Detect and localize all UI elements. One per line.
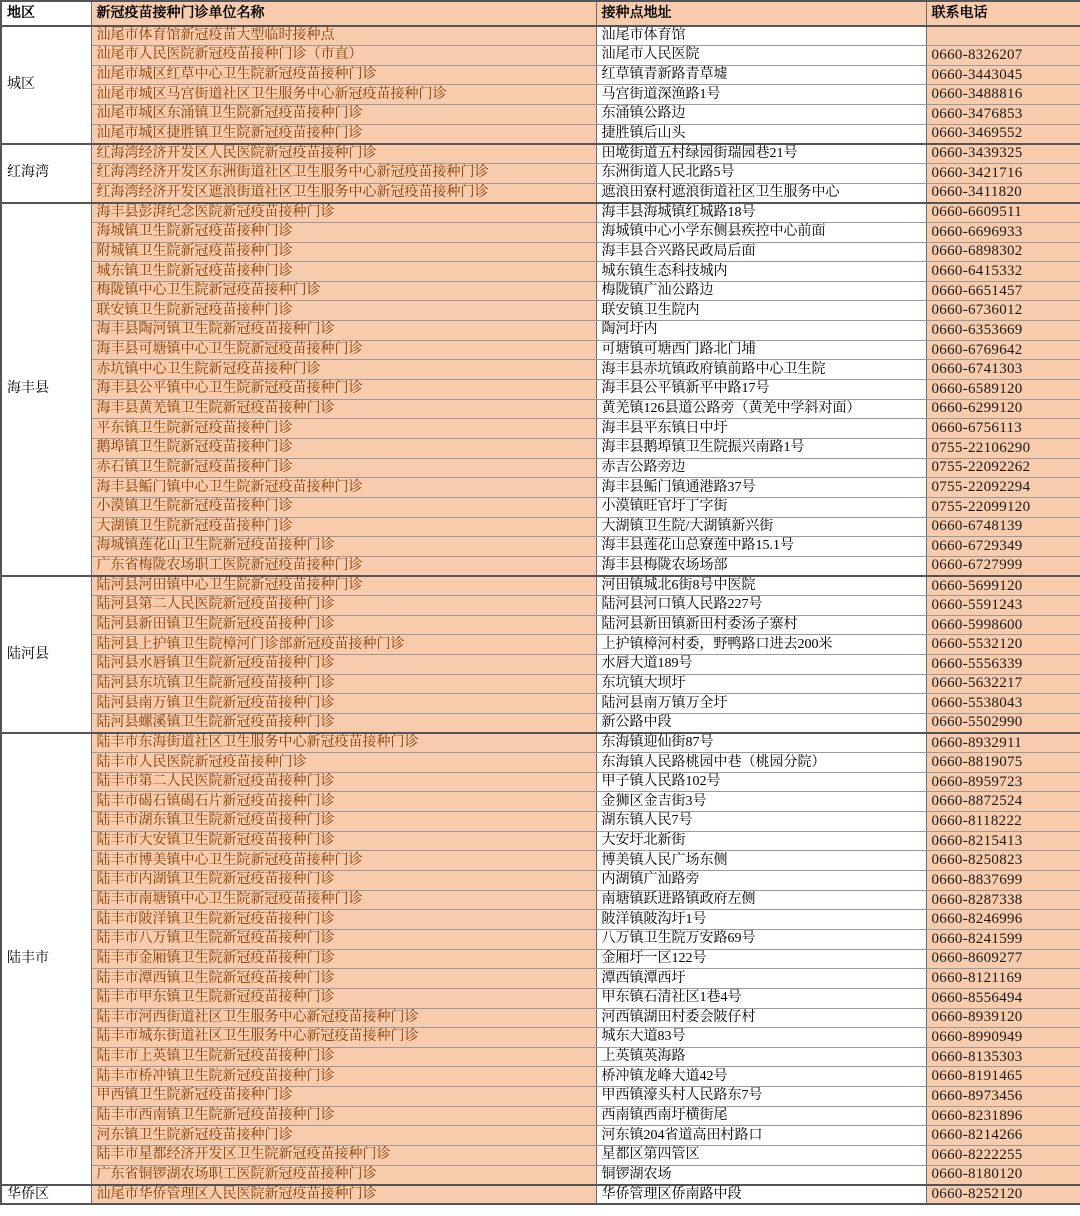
clinic-name-cell: 陆丰市湖东镇卫生院新冠疫苗接种门诊 [91, 812, 596, 832]
address-cell: 海丰县赤坑镇政府镇前路中心卫生院 [596, 360, 926, 380]
table-row [1, 1126, 1080, 1146]
address-cell: 联安镇卫生院内 [596, 301, 926, 321]
clinic-name-cell: 陆丰市桥冲镇卫生院新冠疫苗接种门诊 [91, 1067, 596, 1087]
phone-cell: 0660-8837699 [926, 871, 1080, 891]
table-row [1, 851, 1080, 871]
table-row [1, 772, 1080, 792]
clinic-name-cell: 陆丰市东海街道社区卫生服务中心新冠疫苗接种门诊 [91, 733, 596, 753]
address-cell: 河田镇城北6街8号中医院 [596, 576, 926, 596]
table-row [1, 419, 1080, 439]
phone-cell: 0660-8250823 [926, 851, 1080, 871]
region-cell: 海丰县 [1, 203, 91, 576]
table-row [1, 969, 1080, 989]
address-cell: 新公路中段 [596, 713, 926, 733]
phone-cell: 0660-5532120 [926, 635, 1080, 655]
phone-cell: 0660-5591243 [926, 596, 1080, 616]
phone-cell: 0660-8222255 [926, 1146, 1080, 1166]
phone-cell: 0660-8135303 [926, 1047, 1080, 1067]
phone-cell: 0660-8939120 [926, 1008, 1080, 1028]
clinic-name-cell: 附城镇卫生院新冠疫苗接种门诊 [91, 242, 596, 262]
clinic-name-cell: 汕尾市华侨管理区人民医院新冠疫苗接种门诊 [91, 1185, 596, 1205]
address-cell: 西南镇西南圩横街尾 [596, 1106, 926, 1126]
address-cell: 海城镇中心小学东侧县疾控中心前面 [596, 222, 926, 242]
phone-cell: 0660-3488816 [926, 85, 1080, 105]
address-cell: 八万镇卫生院万安路69号 [596, 929, 926, 949]
address-cell: 海丰县鲘门镇通港路37号 [596, 478, 926, 498]
phone-cell: 0660-6353669 [926, 321, 1080, 341]
table-row [1, 1067, 1080, 1087]
phone-cell: 0660-5632217 [926, 674, 1080, 694]
clinic-name-cell: 陆丰市潭西镇卫生院新冠疫苗接种门诊 [91, 969, 596, 989]
phone-cell: 0660-6729349 [926, 537, 1080, 557]
table-row [1, 438, 1080, 458]
clinic-name-cell: 赤坑镇中心卫生院新冠疫苗接种门诊 [91, 360, 596, 380]
phone-cell: 0660-6609511 [926, 203, 1080, 223]
clinic-name-cell: 汕尾市城区红草中心卫生院新冠疫苗接种门诊 [91, 65, 596, 85]
phone-cell: 0660-8215413 [926, 831, 1080, 851]
address-cell: 陆河县南万镇万全圩 [596, 694, 926, 714]
address-cell: 甲东镇石清社区1巷4号 [596, 988, 926, 1008]
clinic-name-cell: 大湖镇卫生院新冠疫苗接种门诊 [91, 517, 596, 537]
clinic-name-cell: 陆丰市南塘镇中心卫生院新冠疫苗接种门诊 [91, 890, 596, 910]
clinic-name-cell: 陆河县新田镇卫生院新冠疫苗接种门诊 [91, 615, 596, 635]
clinic-name-cell: 海城镇莲花山卫生院新冠疫苗接种门诊 [91, 537, 596, 557]
clinic-name-cell: 汕尾市体育馆新冠疫苗大型临时接种点 [91, 26, 596, 46]
table-row [1, 321, 1080, 341]
phone-cell: 0660-6727999 [926, 556, 1080, 576]
region-cell: 陆丰市 [1, 733, 91, 1185]
address-cell: 桥冲镇龙峰大道42号 [596, 1067, 926, 1087]
phone-cell: 0660-8241599 [926, 929, 1080, 949]
clinic-name-cell: 海丰县鲘门镇中心卫生院新冠疫苗接种门诊 [91, 478, 596, 498]
address-cell: 湖东镇人民7号 [596, 812, 926, 832]
phone-cell: 0660-6756113 [926, 419, 1080, 439]
table-row [1, 1106, 1080, 1126]
table-row [1, 203, 1080, 223]
address-cell: 博美镇人民广场东侧 [596, 851, 926, 871]
phone-cell: 0660-6299120 [926, 399, 1080, 419]
clinic-name-cell: 汕尾市城区马宫街道社区卫生服务中心新冠疫苗接种门诊 [91, 85, 596, 105]
table-row [1, 674, 1080, 694]
table-row [1, 556, 1080, 576]
phone-cell: 0660-8287338 [926, 890, 1080, 910]
address-cell: 海丰县梅陇农场场部 [596, 556, 926, 576]
phone-cell: 0660-5502990 [926, 713, 1080, 733]
table-row [1, 753, 1080, 773]
phone-cell: 0660-5538043 [926, 694, 1080, 714]
phone-cell: 0755-22092294 [926, 478, 1080, 498]
address-cell: 海丰县合兴路民政局后面 [596, 242, 926, 262]
phone-cell: 0660-8118222 [926, 812, 1080, 832]
address-cell: 东涌镇公路边 [596, 105, 926, 125]
phone-cell: 0660-8819075 [926, 753, 1080, 773]
table-row [1, 635, 1080, 655]
clinic-name-cell: 陆河县水唇镇卫生院新冠疫苗接种门诊 [91, 655, 596, 675]
address-cell: 马宫街道深渔路1号 [596, 85, 926, 105]
clinic-name-cell: 海城镇卫生院新冠疫苗接种门诊 [91, 222, 596, 242]
table-row [1, 144, 1080, 164]
address-cell: 汕尾市体育馆 [596, 26, 926, 46]
address-cell: 海丰县公平镇新平中路17号 [596, 380, 926, 400]
phone-cell: 0660-6696933 [926, 222, 1080, 242]
clinic-name-cell: 陆丰市博美镇中心卫生院新冠疫苗接种门诊 [91, 851, 596, 871]
clinic-name-cell: 小漠镇卫生院新冠疫苗接种门诊 [91, 497, 596, 517]
clinic-name-cell: 陆丰市陂洋镇卫生院新冠疫苗接种门诊 [91, 910, 596, 930]
table-row [1, 1008, 1080, 1028]
address-cell: 黄羌镇126县道公路旁（黄羌中学斜对面） [596, 399, 926, 419]
phone-cell [926, 26, 1080, 46]
address-cell: 东海镇人民路桃园中巷（桃园分院） [596, 753, 926, 773]
table-row [1, 399, 1080, 419]
table-row [1, 360, 1080, 380]
address-cell: 东海镇迎仙街87号 [596, 733, 926, 753]
table-row [1, 1146, 1080, 1166]
address-cell: 铜锣湖农场 [596, 1165, 926, 1185]
phone-cell: 0660-6736012 [926, 301, 1080, 321]
clinic-name-cell: 平东镇卫生院新冠疫苗接种门诊 [91, 419, 596, 439]
clinic-name-cell: 陆丰市金厢镇卫生院新冠疫苗接种门诊 [91, 949, 596, 969]
address-cell: 田墘街道五村绿园街瑞园巷21号 [596, 144, 926, 164]
table-row [1, 831, 1080, 851]
table-row [1, 871, 1080, 891]
table-row [1, 340, 1080, 360]
clinic-name-cell: 陆河县南万镇卫生院新冠疫苗接种门诊 [91, 694, 596, 714]
clinic-name-cell: 海丰县可塘镇中心卫生院新冠疫苗接种门诊 [91, 340, 596, 360]
clinic-name-cell: 陆丰市上英镇卫生院新冠疫苗接种门诊 [91, 1047, 596, 1067]
column-header-clinic-name: 新冠疫苗接种门诊单位名称 [91, 1, 596, 26]
table-row [1, 478, 1080, 498]
clinic-name-cell: 红海湾经济开发区遮浪街道社区卫生服务中心新冠疫苗接种门诊 [91, 183, 596, 203]
phone-cell: 0660-6415332 [926, 262, 1080, 282]
address-cell: 城东镇生态科技城内 [596, 262, 926, 282]
address-cell: 捷胜镇后山头 [596, 124, 926, 144]
phone-cell: 0755-22106290 [926, 438, 1080, 458]
clinic-name-cell: 陆丰市星都经济开发区卫生院新冠疫苗接种门诊 [91, 1146, 596, 1166]
address-cell: 红草镇青新路青草墟 [596, 65, 926, 85]
clinic-name-cell: 陆河县东坑镇卫生院新冠疫苗接种门诊 [91, 674, 596, 694]
table-row [1, 242, 1080, 262]
address-cell: 陶河圩内 [596, 321, 926, 341]
clinic-name-cell: 赤石镇卫生院新冠疫苗接种门诊 [91, 458, 596, 478]
table-row [1, 262, 1080, 282]
address-cell: 河东镇204省道高田村路口 [596, 1126, 926, 1146]
address-cell: 河西镇湖田村委会陂仔村 [596, 1008, 926, 1028]
phone-cell: 0755-22092262 [926, 458, 1080, 478]
address-cell: 潭西镇潭西圩 [596, 969, 926, 989]
table-row [1, 497, 1080, 517]
table-row [1, 576, 1080, 596]
address-cell: 赤吉公路旁边 [596, 458, 926, 478]
phone-cell: 0660-8191465 [926, 1067, 1080, 1087]
table-row [1, 792, 1080, 812]
address-cell: 小漠镇旺官圩丁字街 [596, 497, 926, 517]
clinic-name-cell: 陆丰市第二人民医院新冠疫苗接种门诊 [91, 772, 596, 792]
address-cell: 海丰县莲花山总寮莲中路15.1号 [596, 537, 926, 557]
address-cell: 陆河县新田镇新田村委汤子寨村 [596, 615, 926, 635]
table-row [1, 1185, 1080, 1205]
column-header-phone: 联系电话 [926, 1, 1080, 26]
table-row [1, 222, 1080, 242]
table-row [1, 301, 1080, 321]
address-cell: 海丰县平东镇日中圩 [596, 419, 926, 439]
table-row [1, 458, 1080, 478]
address-cell: 金狮区金吉街3号 [596, 792, 926, 812]
phone-cell: 0660-3439325 [926, 144, 1080, 164]
clinic-name-cell: 陆丰市碣石镇碣石片新冠疫苗接种门诊 [91, 792, 596, 812]
phone-cell: 0660-3476853 [926, 105, 1080, 125]
phone-cell: 0660-8609277 [926, 949, 1080, 969]
phone-cell: 0660-6741303 [926, 360, 1080, 380]
table-row [1, 596, 1080, 616]
clinic-name-cell: 汕尾市人民医院新冠疫苗接种门诊（市直） [91, 46, 596, 66]
clinic-name-cell: 陆河县上护镇卫生院樟河门诊部新冠疫苗接种门诊 [91, 635, 596, 655]
phone-cell: 0660-8231896 [926, 1106, 1080, 1126]
address-cell: 甲西镇濠头村人民路东7号 [596, 1087, 926, 1107]
table-row [1, 105, 1080, 125]
table-row [1, 183, 1080, 203]
table-row [1, 988, 1080, 1008]
address-cell: 东坑镇大坝圩 [596, 674, 926, 694]
table-row [1, 910, 1080, 930]
table-row [1, 281, 1080, 301]
phone-cell: 0660-8214266 [926, 1126, 1080, 1146]
address-cell: 金厢圩一区122号 [596, 949, 926, 969]
clinic-name-cell: 海丰县公平镇中心卫生院新冠疫苗接种门诊 [91, 380, 596, 400]
table-row [1, 163, 1080, 183]
table-body [1, 26, 1080, 1204]
address-cell: 陂洋镇陂沟圩1号 [596, 910, 926, 930]
phone-cell: 0660-8872524 [926, 792, 1080, 812]
clinic-name-cell: 甲西镇卫生院新冠疫苗接种门诊 [91, 1087, 596, 1107]
phone-cell: 0660-6589120 [926, 380, 1080, 400]
address-cell: 梅陇镇广汕公路边 [596, 281, 926, 301]
table-row [1, 85, 1080, 105]
region-cell: 陆河县 [1, 576, 91, 733]
phone-cell: 0660-8959723 [926, 772, 1080, 792]
table-row [1, 1028, 1080, 1048]
clinic-name-cell: 陆丰市西南镇卫生院新冠疫苗接种门诊 [91, 1106, 596, 1126]
address-cell: 星都区第四管区 [596, 1146, 926, 1166]
phone-cell: 0660-8246996 [926, 910, 1080, 930]
table-row [1, 949, 1080, 969]
address-cell: 遮浪田寮村遮浪街道社区卫生服务中心 [596, 183, 926, 203]
phone-cell: 0755-22099120 [926, 497, 1080, 517]
address-cell: 海丰县鹅埠镇卫生院振兴南路1号 [596, 438, 926, 458]
phone-cell: 0660-8180120 [926, 1165, 1080, 1185]
clinic-name-cell: 陆河县第二人民医院新冠疫苗接种门诊 [91, 596, 596, 616]
table-row [1, 46, 1080, 66]
column-header-region: 地区 [1, 1, 91, 26]
region-cell: 华侨区 [1, 1185, 91, 1205]
table-row [1, 537, 1080, 557]
clinic-name-cell: 广东省梅陇农场职工医院新冠疫苗接种门诊 [91, 556, 596, 576]
phone-cell: 0660-8326207 [926, 46, 1080, 66]
table-row [1, 890, 1080, 910]
clinic-name-cell: 鹅埠镇卫生院新冠疫苗接种门诊 [91, 438, 596, 458]
address-cell: 陆河县河口镇人民路227号 [596, 596, 926, 616]
phone-cell: 0660-8121169 [926, 969, 1080, 989]
table-header-row [1, 1, 1080, 26]
phone-cell: 0660-8973456 [926, 1087, 1080, 1107]
address-cell: 上护镇樟河村委，野鸭路口进去200米 [596, 635, 926, 655]
table-row [1, 1165, 1080, 1185]
clinic-name-cell: 海丰县黄羌镇卫生院新冠疫苗接种门诊 [91, 399, 596, 419]
phone-cell: 0660-3421716 [926, 163, 1080, 183]
clinic-name-cell: 陆丰市大安镇卫生院新冠疫苗接种门诊 [91, 831, 596, 851]
clinic-name-cell: 红海湾经济开发区人民医院新冠疫苗接种门诊 [91, 144, 596, 164]
address-cell: 大安圩北新街 [596, 831, 926, 851]
clinic-name-cell: 梅陇镇中心卫生院新冠疫苗接种门诊 [91, 281, 596, 301]
address-cell: 大湖镇卫生院/大湖镇新兴街 [596, 517, 926, 537]
clinic-name-cell: 汕尾市城区东涌镇卫生院新冠疫苗接种门诊 [91, 105, 596, 125]
clinic-name-cell: 陆河县螺溪镇卫生院新冠疫苗接种门诊 [91, 713, 596, 733]
phone-cell: 0660-5998600 [926, 615, 1080, 635]
address-cell: 东洲街道人民北路5号 [596, 163, 926, 183]
clinic-name-cell: 海丰县陶河镇卫生院新冠疫苗接种门诊 [91, 321, 596, 341]
address-cell: 水唇大道189号 [596, 655, 926, 675]
clinic-name-cell: 陆丰市八万镇卫生院新冠疫苗接种门诊 [91, 929, 596, 949]
table-row [1, 124, 1080, 144]
clinic-name-cell: 陆丰市河西街道社区卫生服务中心新冠疫苗接种门诊 [91, 1008, 596, 1028]
clinic-name-cell: 广东省铜锣湖农场职工医院新冠疫苗接种门诊 [91, 1165, 596, 1185]
clinic-name-cell: 海丰县彭湃纪念医院新冠疫苗接种门诊 [91, 203, 596, 223]
clinic-name-cell: 陆河县河田镇中心卫生院新冠疫苗接种门诊 [91, 576, 596, 596]
address-cell: 汕尾市人民医院 [596, 46, 926, 66]
phone-cell: 0660-3411820 [926, 183, 1080, 203]
table-row [1, 65, 1080, 85]
phone-cell: 0660-6769642 [926, 340, 1080, 360]
table-row [1, 733, 1080, 753]
clinic-name-cell: 红海湾经济开发区东洲街道社区卫生服务中心新冠疫苗接种门诊 [91, 163, 596, 183]
clinic-name-cell: 城东镇卫生院新冠疫苗接种门诊 [91, 262, 596, 282]
phone-cell: 0660-5699120 [926, 576, 1080, 596]
address-cell: 城东大道83号 [596, 1028, 926, 1048]
phone-cell: 0660-6651457 [926, 281, 1080, 301]
table-row [1, 713, 1080, 733]
table-row [1, 517, 1080, 537]
address-cell: 南塘镇跃进路镇政府左侧 [596, 890, 926, 910]
address-cell: 华侨管理区侨南路中段 [596, 1185, 926, 1205]
region-cell: 城区 [1, 26, 91, 144]
table-row [1, 812, 1080, 832]
table-row [1, 655, 1080, 675]
address-cell: 甲子镇人民路102号 [596, 772, 926, 792]
table-row [1, 929, 1080, 949]
phone-cell: 0660-8252120 [926, 1185, 1080, 1205]
clinic-name-cell: 河东镇卫生院新冠疫苗接种门诊 [91, 1126, 596, 1146]
phone-cell: 0660-3469552 [926, 124, 1080, 144]
address-cell: 海丰县海城镇红城路18号 [596, 203, 926, 223]
table-row [1, 26, 1080, 46]
phone-cell: 0660-5556339 [926, 655, 1080, 675]
column-header-address: 接种点地址 [596, 1, 926, 26]
clinic-name-cell: 汕尾市城区捷胜镇卫生院新冠疫苗接种门诊 [91, 124, 596, 144]
clinic-name-cell: 联安镇卫生院新冠疫苗接种门诊 [91, 301, 596, 321]
address-cell: 内湖镇广汕路旁 [596, 871, 926, 891]
table-row [1, 380, 1080, 400]
address-cell: 上英镇英海路 [596, 1047, 926, 1067]
phone-cell: 0660-3443045 [926, 65, 1080, 85]
phone-cell: 0660-6748139 [926, 517, 1080, 537]
phone-cell: 0660-8932911 [926, 733, 1080, 753]
phone-cell: 0660-8990949 [926, 1028, 1080, 1048]
table-row [1, 694, 1080, 714]
phone-cell: 0660-8556494 [926, 988, 1080, 1008]
region-cell: 红海湾 [1, 144, 91, 203]
table-row [1, 1047, 1080, 1067]
table-row [1, 615, 1080, 635]
table-row [1, 1087, 1080, 1107]
clinic-name-cell: 陆丰市甲东镇卫生院新冠疫苗接种门诊 [91, 988, 596, 1008]
phone-cell: 0660-6898302 [926, 242, 1080, 262]
clinic-name-cell: 陆丰市城东街道社区卫生服务中心新冠疫苗接种门诊 [91, 1028, 596, 1048]
clinic-name-cell: 陆丰市人民医院新冠疫苗接种门诊 [91, 753, 596, 773]
address-cell: 可塘镇可塘西门路北门埔 [596, 340, 926, 360]
clinic-name-cell: 陆丰市内湖镇卫生院新冠疫苗接种门诊 [91, 871, 596, 891]
